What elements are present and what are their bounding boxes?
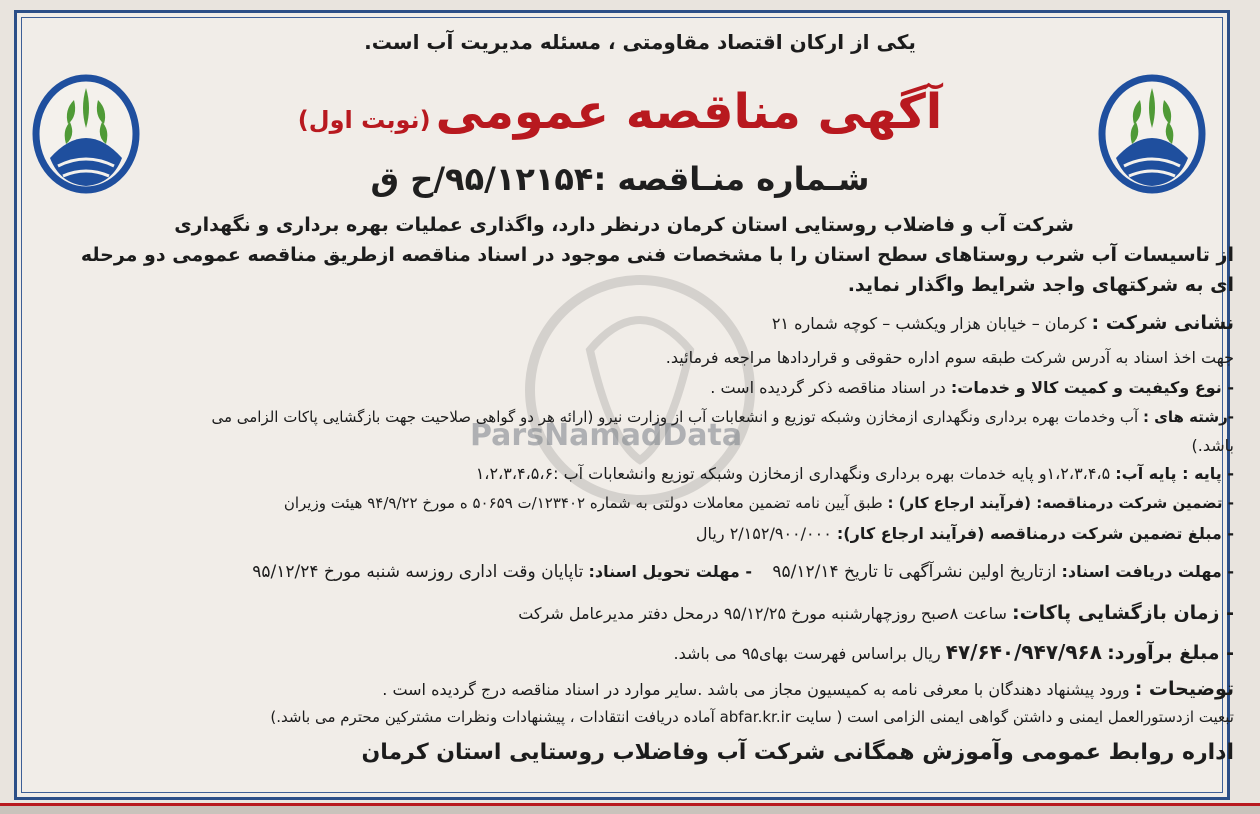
delivery-value: تاپایان وقت اداری روزسه شنبه مورخ ۹۵/۱۲/۲۴: [252, 562, 584, 582]
opening-row: [518, 602, 1234, 624]
amount-label: - مبلغ تضمین شرکت درمناقصه (فرآیند ارجاع کار):: [836, 524, 1234, 543]
fields-cont: باشد.): [1191, 436, 1234, 455]
address-value: کرمان – خیابان هزار ویکشب – کوچه شماره ۲۱: [771, 314, 1087, 333]
estimate-row: [674, 640, 1234, 664]
notes-row: [382, 678, 1234, 700]
notes-line-2: تبعیت ازدستورالعمل ایمنی و داشتن گواهی ایمنی الزامی است ( سایت abfar.kr.ir آماده دریافت انتقادات ، پیشنهادات ونظرات مشترکین محترم می باشد.): [270, 708, 1234, 726]
guarantee-label: - تضمین شرکت درمناقصه: (فرآیند ارجاع کار) :: [887, 494, 1234, 512]
water-company-logo-icon: [30, 48, 142, 196]
address-row: [772, 312, 1234, 334]
title-main: آگهی مناقصه عمومی: [435, 84, 943, 140]
notes-label: توضیحات :: [1134, 678, 1234, 700]
opening-value: ساعت ۸صبح روزچهارشنبه مورخ ۹۵/۱۲/۲۵ درمحل دفتر مدیرعامل شرکت: [518, 604, 1007, 623]
type-row: [710, 378, 1234, 397]
grade-value: ۱،۲،۳،۴،۵و پایه خدمات بهره برداری ونگهداری ازمخازن وشبکه توزیع وانشعابات آب :۱،۲،۳،۴،۵،۶: [475, 464, 1111, 483]
delivery-label: - مهلت تحویل اسناد:: [588, 562, 752, 581]
intro-line-2: از تاسیسات آب شرب روستاهای سطح استان را با مشخصات فنی موجود در اسناد مناقصه ازطریق مناقصه عمومی دو مرحله: [80, 244, 1234, 266]
deadline-value: ازتاریخ اولین نشرآگهی تا تاریخ ۹۵/۱۲/۱۴: [772, 562, 1057, 582]
address-label: نشانی شرکت :: [1091, 312, 1234, 334]
title-round: (نوبت اول): [297, 106, 431, 134]
slogan: یکی از ارکان اقتصاد مقاومتی ، مسئله مدیریت آب است.: [364, 30, 916, 54]
bottom-strip: [0, 803, 1260, 814]
estimate-value: ریال براساس فهرست بهای۹۵ می باشد.: [673, 644, 941, 663]
ad-title: [240, 84, 1000, 140]
watermark-text: ParsNamadData: [470, 418, 743, 453]
grade-label: - پایه : پایه آب:: [1115, 464, 1234, 483]
intro-line-3: ای به شرکتهای واجد شرایط واگذار نماید.: [847, 274, 1234, 296]
notes-value: ورود پیشنهاد دهندگان با معرفی نامه به کمیسیون مجاز می باشد .سایر موارد در اسناد مناقصه درج گردیده است .: [382, 680, 1130, 699]
opening-label: - زمان بازگشایی پاکات:: [1011, 602, 1234, 624]
deadline-label: - مهلت دریافت اسناد:: [1061, 562, 1234, 581]
intro-line-1: شرکت آب و فاضلاب روستایی استان کرمان درنظر دارد، واگذاری عملیات بهره برداری و نگهداری: [174, 214, 1074, 236]
footer-department: اداره روابط عمومی وآموزش همگانی شرکت آب وفاضلاب روستایی استان کرمان: [361, 740, 1234, 765]
docs-line: جهت اخذ اسناد به آدرس شرکت طبقه سوم اداره حقوقی و قراردادها مراجعه فرمائید.: [665, 348, 1234, 367]
fields-label: -رشته های :: [1142, 408, 1234, 426]
type-value: در اسناد مناقصه ذکر گردیده است .: [710, 378, 946, 397]
tender-number: شـماره منـاقصه :۹۵/۱۲۱۵۴/ح ق: [370, 160, 870, 198]
estimate-number: ۴۷/۶۴۰/۹۴۷/۹۶۸: [945, 640, 1102, 664]
fields-row: [211, 408, 1234, 426]
estimate-label: - مبلغ برآورد:: [1107, 642, 1234, 664]
type-label: - نوع وکیفیت و کمیت کالا و خدمات:: [950, 378, 1234, 397]
fields-value: آب وخدمات بهره برداری ونگهداری ازمخازن وشبکه توزیع و انشعابات آب از وزارت نیرو (ارائه هر دو گواهی صلاحیت جهت بازگشایی پاکات الزامی می: [211, 408, 1139, 426]
guarantee-value: طبق آیین نامه تضمین معاملات دولتی به شماره ۱۲۳۴۰۲/ت ۵۰۶۵۹ ه مورخ ۹۴/۹/۲۲ هیئت وزیران: [283, 494, 883, 512]
grade-row: [476, 464, 1234, 483]
amount-value: ۲/۱۵۲/۹۰۰/۰۰۰ ریال: [695, 524, 832, 543]
amount-row: [696, 524, 1234, 543]
water-company-logo-icon: [1096, 48, 1208, 196]
deadline-row: [252, 562, 1234, 582]
guarantee-row: [284, 494, 1234, 512]
